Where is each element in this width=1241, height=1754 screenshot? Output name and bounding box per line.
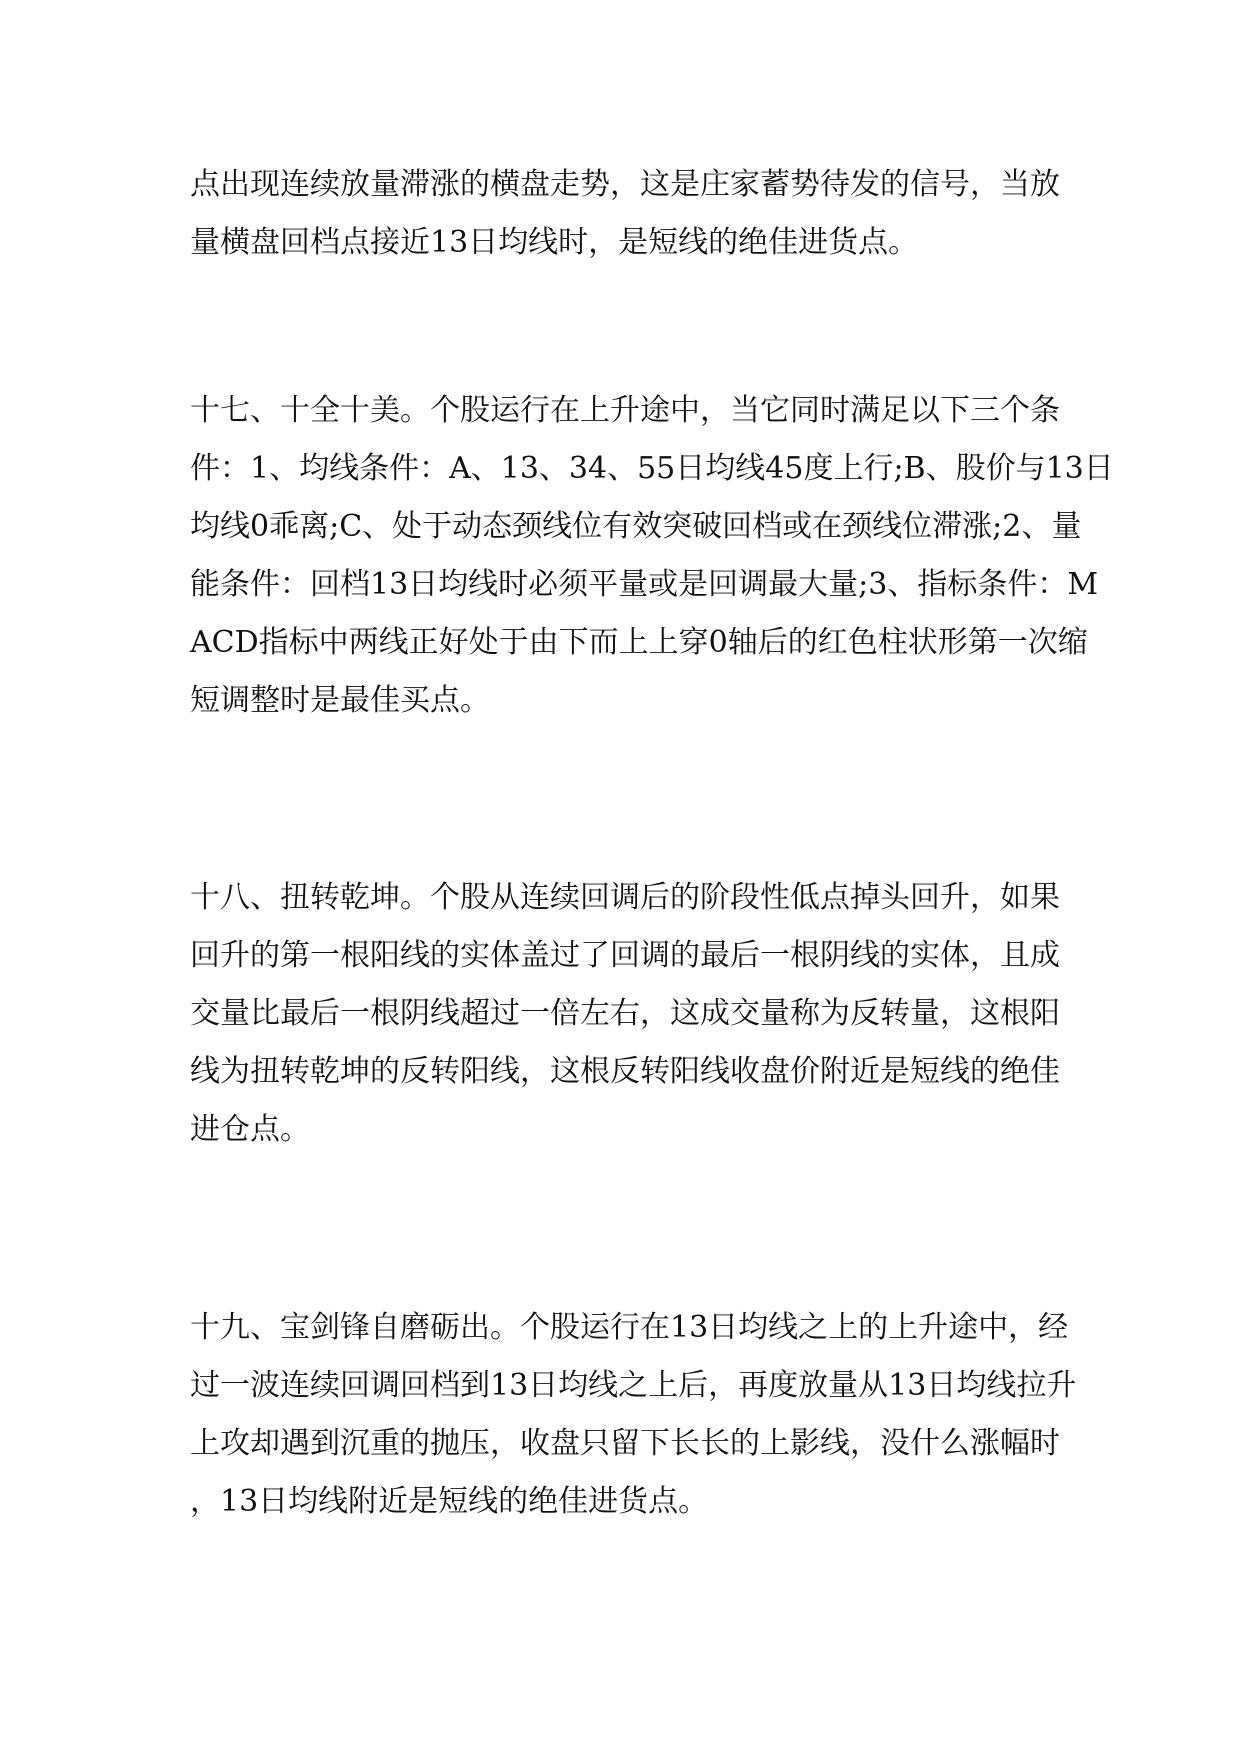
text-line: 回升的第一根阳线的实体盖过了回调的最后一根阴线的实体，且成 (190, 938, 1060, 973)
text-line: 线为扭转乾坤的反转阳线，这根反转阳线收盘价附近是短线的绝佳 (190, 1054, 1060, 1089)
text-line: 交量比最后一根阴线超过一倍左右，这成交量称为反转量，这根阳 (190, 996, 1060, 1031)
text-line: 量横盘回档点接近13日均线时，是短线的绝佳进货点。 (190, 225, 919, 260)
text-line: 十九、宝剑锋自磨砺出。个股运行在13日均线之上的上升途中，经 (190, 1310, 1069, 1345)
text-line: 进仓点。 (190, 1112, 310, 1147)
text-line: 点出现连续放量滞涨的横盘走势，这是庄家蓄势待发的信号，当放 (190, 167, 1060, 202)
paragraph-item-17 (190, 382, 1114, 730)
text-line: 过一波连续回调回档到13日均线之上后，再度放量从13日均线拉升 (190, 1368, 1077, 1403)
paragraph-item-19 (190, 1299, 1077, 1531)
text-line: 上攻却遇到沉重的抛压，收盘只留下长长的上影线，没什么涨幅时 (190, 1426, 1060, 1461)
text-line: ACD指标中两线正好处于由下而上上穿0轴后的红色柱状形第一次缩 (190, 625, 1088, 660)
paragraph-item-18 (190, 869, 1060, 1159)
text-line: 件：1、均线条件：A、13、34、55日均线45度上行;B、股价与13日 (190, 451, 1114, 486)
text-line: 能条件：回档13日均线时必须平量或是回调最大量;3、指标条件：M (190, 567, 1099, 602)
text-line: 短调整时是最佳买点。 (190, 683, 490, 718)
text-line: ，13日均线附近是短线的绝佳进货点。 (190, 1484, 709, 1519)
text-line: 十八、扭转乾坤。个股从连续回调后的阶段性低点掉头回升，如果 (190, 880, 1060, 915)
paragraph-continuation (190, 156, 1060, 272)
text-line: 均线0乖离;C、处于动态颈线位有效突破回档或在颈线位滞涨;2、量 (190, 509, 1082, 544)
text-line: 十七、十全十美。个股运行在上升途中，当它同时满足以下三个条 (190, 393, 1060, 428)
